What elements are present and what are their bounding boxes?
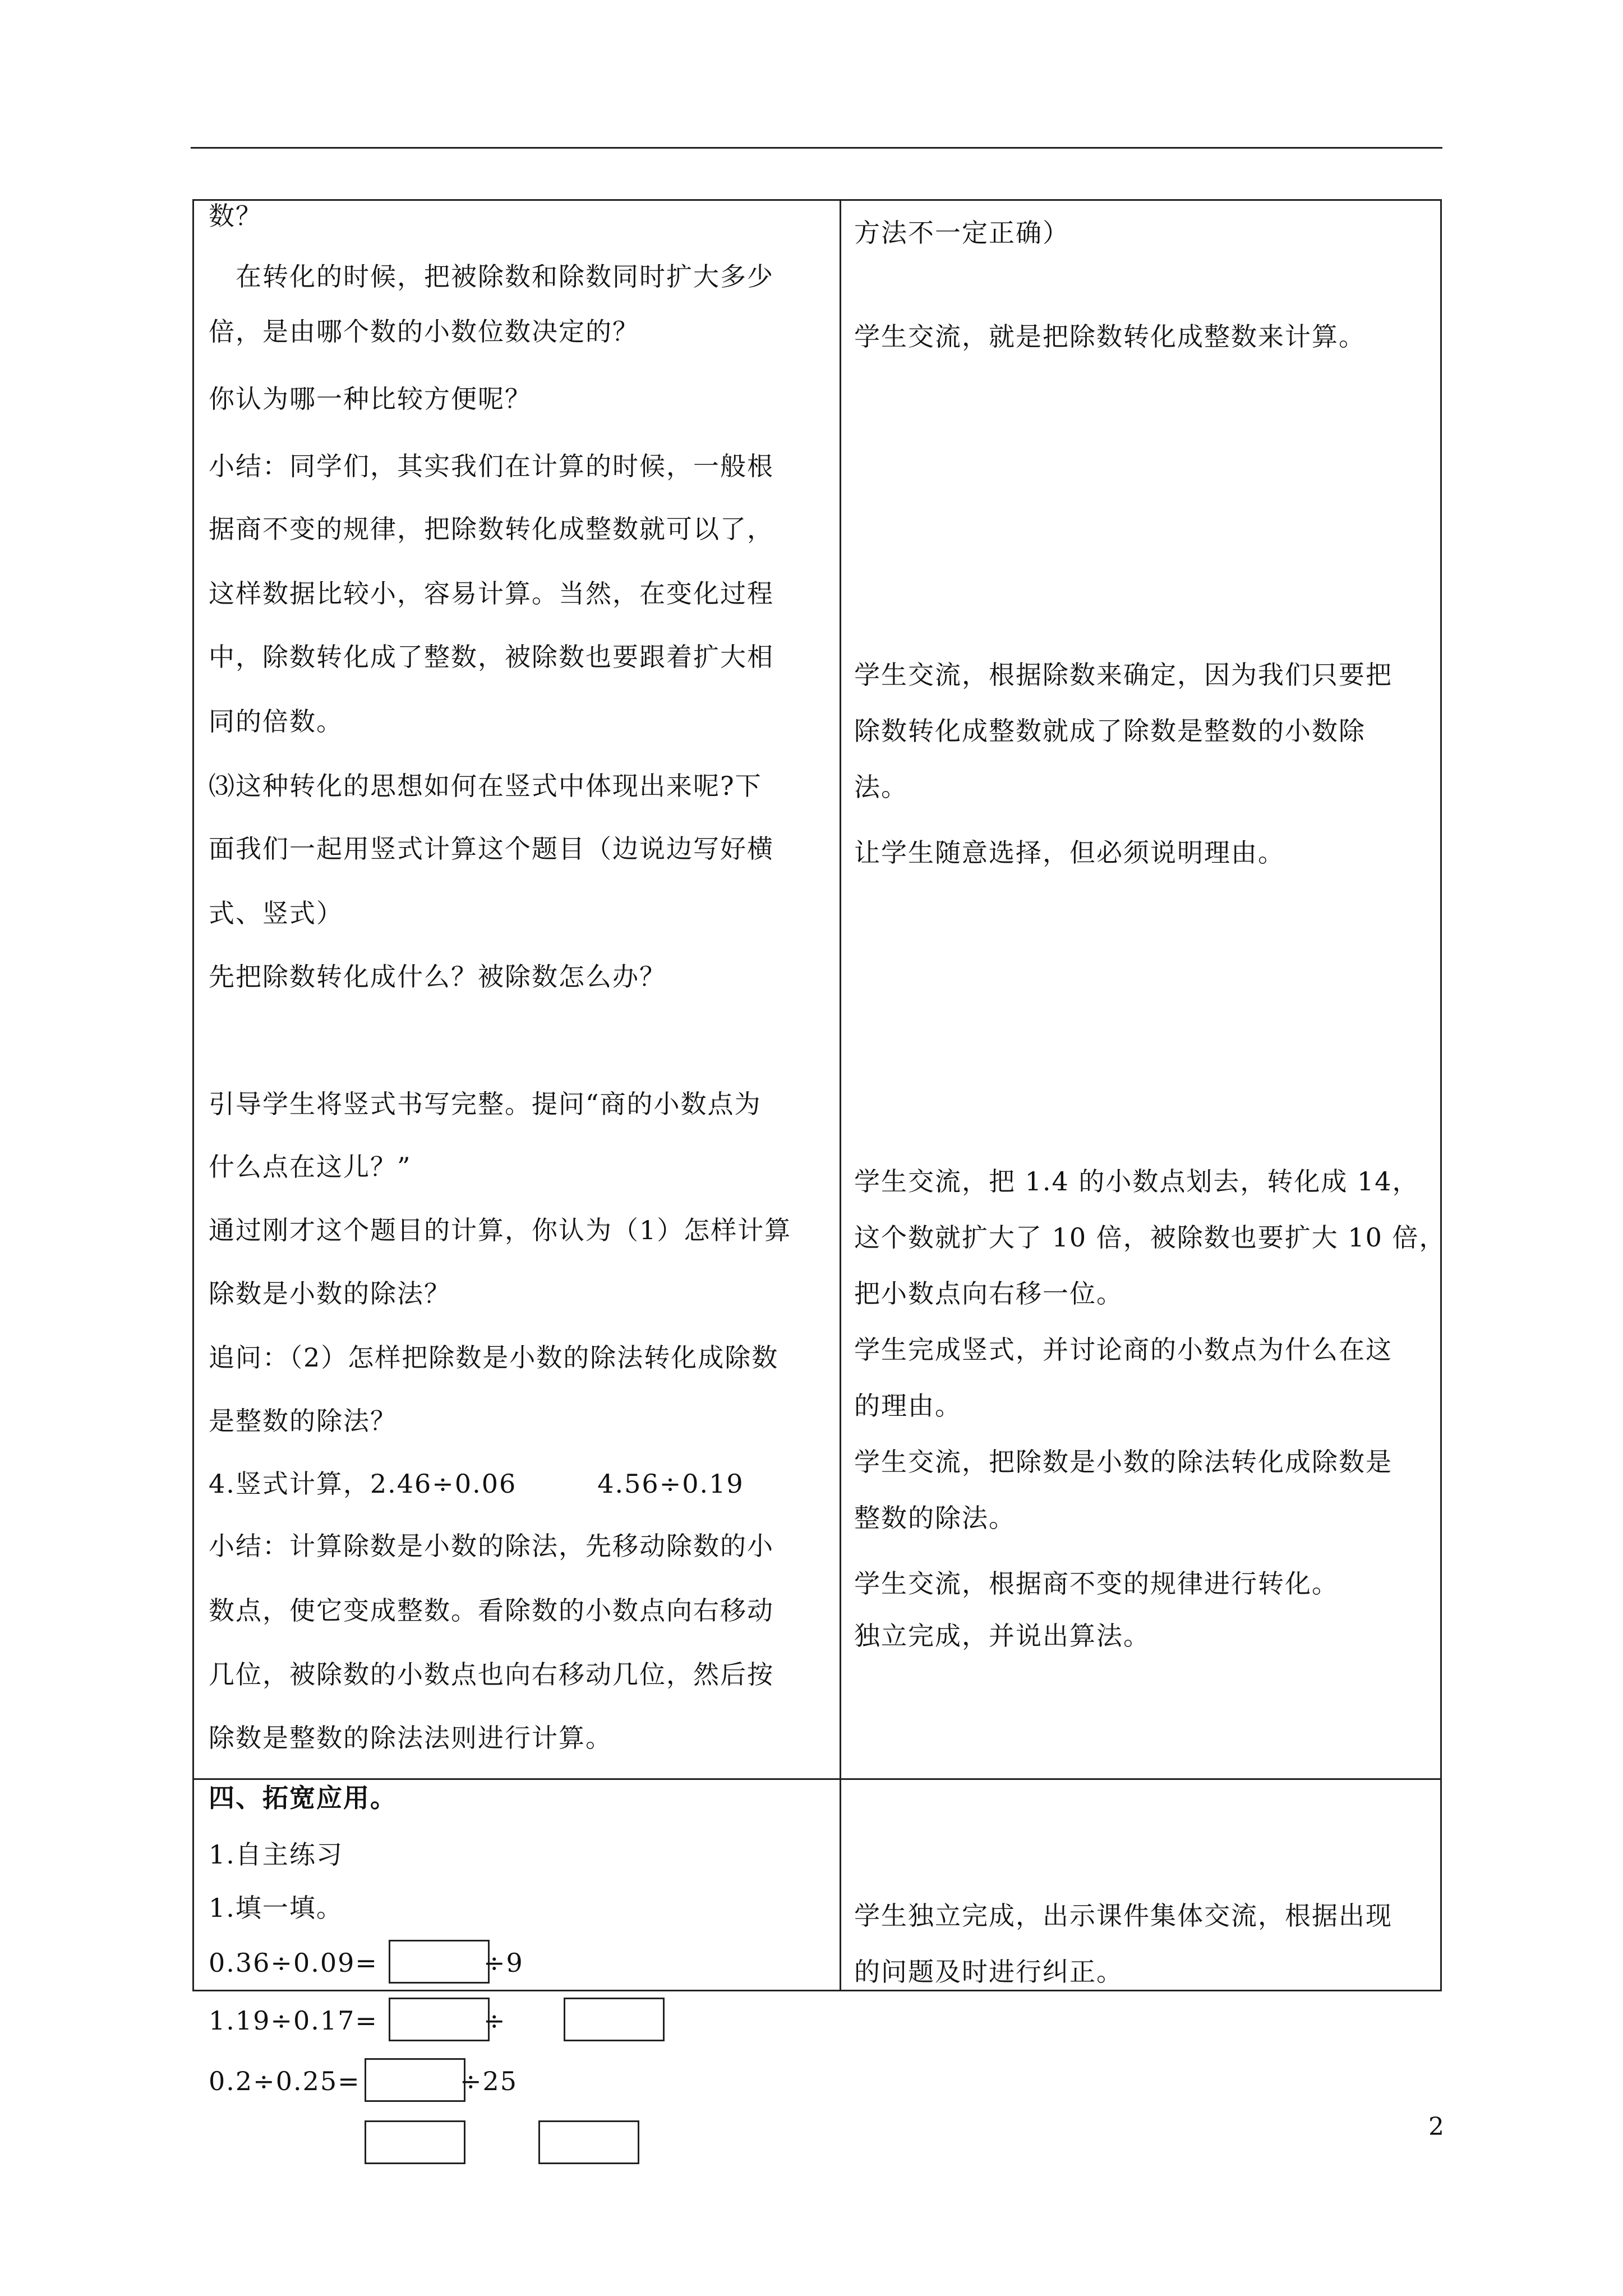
exercise-expression: 0.2÷0.25= [209, 2066, 361, 2096]
header-rule [191, 147, 1442, 149]
exercise-operator: ÷25 [460, 2066, 518, 2096]
text-line: 在转化的时候，把被除数和除数同时扩大多少 [209, 261, 774, 292]
text-line: 据商不变的规律，把除数转化成整数就可以了， [209, 514, 774, 544]
text-line: 先把除数转化成什么？被除数怎么办？ [209, 961, 666, 992]
answer-box[interactable] [389, 1998, 490, 2041]
text-line: 让学生随意选择，但必须说明理由。 [854, 838, 1285, 868]
text-line: 独立完成，并说出算法。 [854, 1621, 1150, 1651]
answer-box[interactable] [389, 1940, 490, 1984]
answer-box[interactable] [365, 2120, 465, 2164]
text-line: 小结：计算除数是小数的除法，先移动除数的小 [209, 1531, 774, 1561]
column-divider [840, 1780, 841, 1990]
text-line: 1.填一填。 [209, 1893, 343, 1923]
text-line: 1.自主练习 [209, 1839, 343, 1870]
text-line: 数点，使它变成整数。看除数的小数点向右移动 [209, 1595, 774, 1626]
text-line: 倍，是由哪个数的小数位数决定的？ [209, 316, 639, 347]
text-line: 数？ [209, 201, 262, 231]
text-line: 学生交流，把 1.4 的小数点划去，转化成 14， [854, 1166, 1419, 1197]
text-line: 除数转化成整数就成了除数是整数的小数除 [854, 716, 1366, 746]
text-line: 的理由。 [854, 1391, 962, 1421]
text-line: 的问题及时进行纠正。 [854, 1957, 1123, 1987]
text-line: 这样数据比较小，容易计算。当然，在变化过程 [209, 578, 774, 609]
text-line: 中，除数转化成了整数，被除数也要跟着扩大相 [209, 642, 774, 672]
text-line: 学生交流，把除数是小数的除法转化成除数是 [854, 1447, 1393, 1477]
text-line: 法。 [854, 772, 908, 802]
text-line: 这个数就扩大了 10 倍，被除数也要扩大 10 倍， [854, 1222, 1446, 1253]
text-line: 学生交流，根据除数来确定，因为我们只要把 [854, 660, 1393, 690]
text-line: 式、竖式） [209, 898, 343, 928]
text-line: 什么点在这儿？” [209, 1152, 412, 1182]
text-line: 你认为哪一种比较方便呢？ [209, 384, 532, 414]
text-line: 整数的除法。 [854, 1503, 1016, 1533]
text-line: 面我们一起用竖式计算这个题目（边说边写好横 [209, 834, 774, 864]
text-line: 方法不一定正确） [854, 218, 1069, 248]
exercise-expression: 1.19÷0.17= [209, 2005, 378, 2036]
text-line: 学生独立完成，出示课件集体交流，根据出现 [854, 1901, 1393, 1931]
answer-box[interactable] [538, 2120, 639, 2164]
answer-box[interactable] [365, 2058, 465, 2102]
exercise-expression: 0.36÷0.09= [209, 1948, 378, 1978]
text-line: 几位，被除数的小数点也向右移动几位，然后按 [209, 1659, 774, 1690]
text-line: ⑶这种转化的思想如何在竖式中体现出来呢?下 [209, 771, 762, 801]
column-divider [840, 201, 841, 1778]
text-line: 追问：（2）怎样把除数是小数的除法转化成除数 [209, 1342, 779, 1373]
text-line: 通过刚才这个题目的计算，你认为（1）怎样计算 [209, 1215, 792, 1245]
page-number: 2 [1428, 2113, 1444, 2141]
text-line: 除数是小数的除法？ [209, 1278, 451, 1309]
exercise-operator: ÷9 [483, 1948, 524, 1978]
text-line: 引导学生将竖式书写完整。提问“商的小数点为 [209, 1089, 762, 1119]
answer-box[interactable] [564, 1998, 665, 2041]
section-heading: 四、拓宽应用。 [209, 1783, 397, 1813]
text-line: 把小数点向右移一位。 [854, 1278, 1123, 1309]
exercise-operator: ÷ [483, 2005, 506, 2036]
text-line: 除数是整数的除法法则进行计算。 [209, 1723, 612, 1753]
text-line: 同的倍数。 [209, 706, 343, 737]
text-line: 小结：同学们，其实我们在计算的时候，一般根 [209, 451, 774, 481]
text-line: 学生交流，就是把除数转化成整数来计算。 [854, 321, 1366, 352]
text-line: 4.竖式计算，2.46÷0.06 4.56÷0.19 [209, 1469, 744, 1499]
text-line: 是整数的除法？ [209, 1406, 397, 1436]
text-line: 学生完成竖式，并讨论商的小数点为什么在这 [854, 1335, 1393, 1365]
text-line: 学生交流，根据商不变的规律进行转化。 [854, 1568, 1339, 1599]
